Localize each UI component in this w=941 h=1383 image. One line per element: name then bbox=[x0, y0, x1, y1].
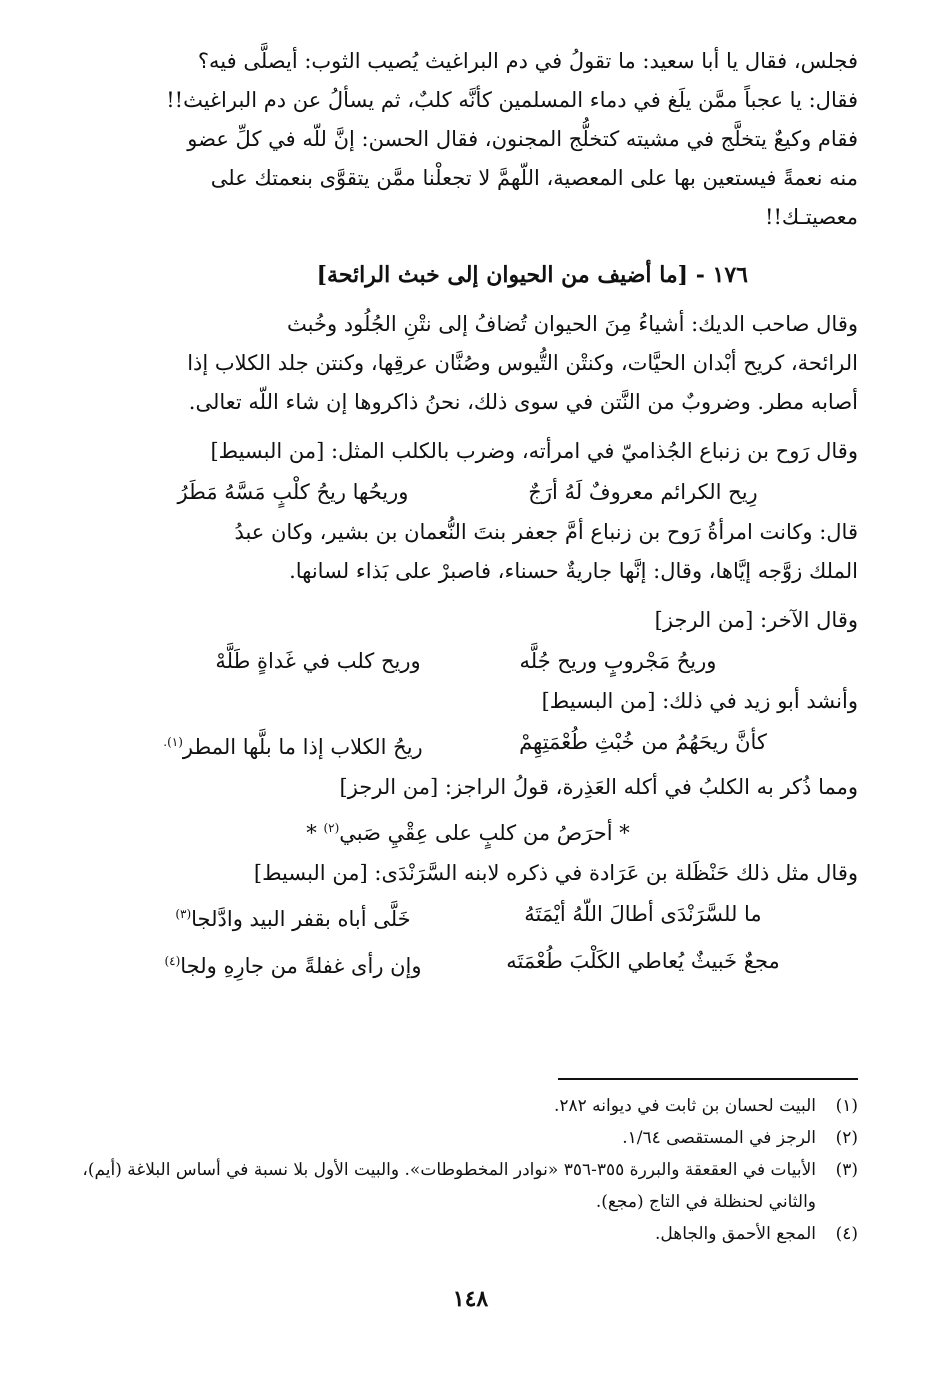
footnote-3 bbox=[78, 1154, 858, 1218]
footnote-4-text: المجع الأحمق والجاهل. bbox=[654, 1224, 816, 1244]
footnote-2-number: (٢) bbox=[835, 1128, 858, 1148]
verse-6 bbox=[78, 940, 858, 987]
verse-1 bbox=[78, 471, 858, 513]
verse-4-star: * bbox=[306, 821, 317, 845]
footnote-ref-4: (٤) bbox=[164, 954, 181, 968]
verse-5-first: ما للسَّرَنْدَى أطالَ اللّهُ أيْمَتَهُ bbox=[524, 902, 762, 926]
verse-2-second: وريح كلب في غَداةٍ طَلَّهْ bbox=[215, 649, 421, 673]
para1-line-2: الرائحة، كريح أبْدان الحيَّات، وكنتْن التُّيوس وصُنَّان عرقِها، وكنتن جلد الكلاب إذا bbox=[187, 351, 858, 375]
para6: ومما ذُكر به الكلبُ في أكله العَذِرة، قولُ الراجز: [من الرجز] bbox=[339, 775, 858, 799]
footnote-4-number: (٤) bbox=[835, 1224, 858, 1244]
footnote-3-number: (٣) bbox=[835, 1160, 858, 1180]
para2: وقال رَوح بن زنباع الجُذاميّ في امرأته، وضرب بالكلب المثل: [من البسيط] bbox=[210, 439, 858, 463]
footnote-3-text: الأبيات في العقعقة والبررة ٣٥٥-٣٥٦ «نوادر المخطوطات». والبيت الأول بلا نسبة في أساس البلاغة (أيم)، والثاني لحنظلة في التاج (مجع). bbox=[82, 1160, 816, 1212]
para1-line-1: وقال صاحب الديك: أشياءُ مِنَ الحيوان تُضافُ إلى نتْنِ الجُلُود وخُبث bbox=[287, 312, 858, 336]
verse-2-first: وريحُ مَجْروبٍ وريح جُلَّه bbox=[519, 649, 717, 673]
verse-6-first: مجعٌ خَبيثٌ يُعاطي الكَلْبَ طُعْمَتَه bbox=[506, 949, 780, 973]
verse-5-second-wrap bbox=[138, 893, 448, 940]
footnote-1-number: (١) bbox=[835, 1096, 858, 1116]
footnote-4 bbox=[78, 1218, 858, 1250]
verse-1-second: وريحُها ريحُ كلْبٍ مَسَّهُ مَطَرُ bbox=[177, 480, 409, 504]
verse-5 bbox=[78, 893, 858, 940]
para3-line-2: الملك زوَّجه إيَّاها، وقال: إنَّها جاريةٌ حسناء، فاصبرْ على بَذاء لسانها. bbox=[289, 559, 858, 583]
para3-line-1: قال: وكانت امرأةُ رَوح بن زنباع أمَّ جعفر بنتَ النُّعمان بن بشير، وكان عبدُ bbox=[234, 520, 858, 544]
intro-line-4: منه نعمةً فيستعين بها على المعصية، اللّهمَّ لا تجعلْنا ممَّن يتقوَّى بنعمتك على bbox=[210, 166, 858, 190]
intro-line-3: فقام وكيعٌ يتخلَّج في مشيته كتخلُّج المجنون، فقال الحسن: إنَّ للّه في كلِّ عضو bbox=[187, 127, 858, 151]
footnote-1-text: البيت لحسان بن ثابت في ديوانه ٢٨٢. bbox=[553, 1096, 816, 1116]
verse-3-second: ريحُ الكلاب إذا ما بلَّها المطر bbox=[182, 735, 423, 759]
footnote-1 bbox=[78, 1090, 858, 1122]
footnote-2-text: الرجز في المستقصى ١/٦٤. bbox=[622, 1128, 816, 1148]
verse-6-second: وإن رأى غفلةً من جارِهِ ولجا bbox=[180, 954, 422, 978]
para4: وقال الآخر: [من الرجز] bbox=[654, 608, 858, 632]
intro-line-1: فجلس، فقال يا أبا سعيد: ما تقولُ في دم البراغيث يُصيب الثوب: أيصلَّى فيه؟ bbox=[197, 49, 858, 73]
verse-3 bbox=[78, 721, 858, 768]
verse-1-first: رِيح الكرائم معروفٌ لَهُ أرَجٌ bbox=[528, 480, 758, 504]
verse-3-first: كأنَّ ريحَهُمُ من خُبْثِ طُعْمَتِهِمْ bbox=[519, 730, 767, 754]
footnotes bbox=[78, 1090, 858, 1250]
para5: وأنشد أبو زيد في ذلك: [من البسيط] bbox=[541, 689, 858, 713]
footnote-2 bbox=[78, 1122, 858, 1154]
verse-3-second-wrap bbox=[138, 721, 448, 768]
intro-line-5: معصيتـك!! bbox=[765, 205, 858, 229]
verse-2 bbox=[78, 640, 858, 682]
verse-4 bbox=[78, 807, 858, 854]
para1-line-3: أصابه مطر. وضروبٌ من النَّتن في سوى ذلك، نحنُ ذاكروها إن شاء اللّه تعالى. bbox=[188, 390, 858, 414]
footnote-ref-2: (٢) bbox=[323, 821, 340, 835]
para7: وقال مثل ذلك حَنْظَلة بن عَرَادة في ذكره لابنه السَّرَنْدَى: [من البسيط] bbox=[253, 861, 858, 885]
page-number: ١٤٨ bbox=[452, 1286, 489, 1312]
section-heading: ١٧٦ - [ما أضيف من الحيوان إلى خبث الرائحة] bbox=[316, 262, 748, 288]
page-body bbox=[78, 42, 858, 987]
footnote-divider bbox=[78, 1078, 858, 1080]
footnote-ref-1: (١). bbox=[163, 735, 183, 749]
verse-5-second: خَلَّى أباه بقفر البيد وادَّلجا bbox=[191, 907, 411, 931]
intro-line-2: فقال: يا عجباً ممَّن يلَغ في دماء المسلمين كأنَّه كلبٌ، ثم يسألُ عن دم البراغيث!! bbox=[166, 88, 858, 112]
verse-4-text: * أحرَصُ من كلبٍ على عِقْيِ صَبي bbox=[339, 821, 630, 845]
verse-6-second-wrap bbox=[138, 940, 448, 987]
footnote-ref-3: (٣) bbox=[175, 907, 192, 921]
